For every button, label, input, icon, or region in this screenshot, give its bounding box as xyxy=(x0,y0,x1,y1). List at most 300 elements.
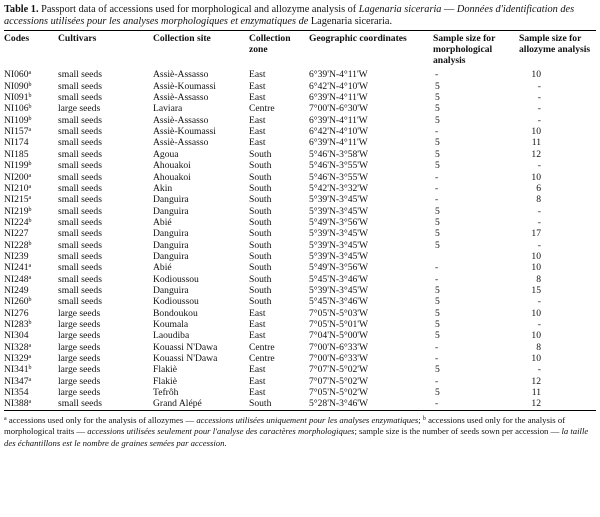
cell-code xyxy=(4,69,58,80)
cell-morph-sample-size xyxy=(433,69,519,80)
cell-morph-sample-size xyxy=(433,285,519,296)
cell-collection-zone xyxy=(249,251,309,262)
cell-geographic-coordinates-value: 7°00'N-6°33'W xyxy=(309,341,369,353)
cell-collection-site xyxy=(153,308,249,319)
cell-collection-zone xyxy=(249,206,309,217)
footnote-size-fr: la taille des échantillons est le nombre de graines semées par accession. xyxy=(4,426,589,448)
cell-collection-zone xyxy=(249,92,309,103)
cell-morph-sample-size-value: 5 xyxy=(435,137,440,149)
cell-collection-zone-value: East xyxy=(249,114,266,126)
cell-morph-sample-size xyxy=(433,228,519,239)
caption-text-en: Passport data of accessions used for morphological and allozyme analysis of xyxy=(38,4,359,15)
cell-morph-sample-size-value: - xyxy=(435,171,439,183)
cell-allozyme-sample-size-value: - xyxy=(537,318,541,330)
cell-code xyxy=(4,228,58,239)
cell-cultivar-value: small seeds xyxy=(58,160,102,172)
table-row xyxy=(4,308,596,319)
cell-geographic-coordinates-value: 7°00'N-6°30'W xyxy=(309,103,369,115)
cell-cultivar-value: small seeds xyxy=(58,194,102,206)
cell-code xyxy=(4,364,58,375)
cell-code xyxy=(4,296,58,307)
cell-cultivar-value: large seeds xyxy=(58,307,101,319)
cell-collection-site-value: Assiè-Koumassi xyxy=(153,126,216,138)
cell-cultivar-value: small seeds xyxy=(58,398,102,410)
cell-code-value: NI227 xyxy=(4,228,29,240)
cell-cultivar xyxy=(58,81,153,92)
cell-cultivar-value: small seeds xyxy=(58,114,102,126)
cell-allozyme-sample-size-value: - xyxy=(537,114,541,126)
cell-cultivar-value: small seeds xyxy=(58,250,102,262)
cell-collection-site xyxy=(153,228,249,239)
cell-code-value: NI219 xyxy=(4,205,29,217)
cell-collection-site-value: Kodioussou xyxy=(153,273,199,285)
cell-geographic-coordinates xyxy=(309,285,433,296)
cell-collection-site-value: Assiè-Assasso xyxy=(153,137,209,149)
table-row xyxy=(4,115,596,126)
cell-cultivar-value: small seeds xyxy=(58,126,102,138)
cell-morph-sample-size-value: 5 xyxy=(435,216,440,228)
table-row xyxy=(4,160,596,171)
cell-morph-sample-size xyxy=(433,308,519,319)
cell-collection-site xyxy=(153,92,249,103)
cell-cultivar xyxy=(58,387,153,398)
cell-cultivar-value: small seeds xyxy=(58,284,102,296)
cell-code-value: NI215 xyxy=(4,194,29,206)
cell-collection-zone xyxy=(249,398,309,409)
cell-cultivar-value: small seeds xyxy=(58,69,102,81)
table-row xyxy=(4,364,596,375)
cell-collection-zone-value: East xyxy=(249,387,266,399)
cell-allozyme-sample-size xyxy=(519,92,596,103)
cell-cultivar xyxy=(58,353,153,364)
cell-code-value: NI200 xyxy=(4,171,29,183)
cell-geographic-coordinates-value: 5°45'N-3°46'W xyxy=(309,296,369,308)
cell-collection-site xyxy=(153,342,249,353)
cell-morph-sample-size xyxy=(433,262,519,273)
cell-code-value: NI354 xyxy=(4,387,29,399)
cell-collection-zone xyxy=(249,274,309,285)
cell-geographic-coordinates xyxy=(309,387,433,398)
cell-morph-sample-size xyxy=(433,126,519,137)
cell-geographic-coordinates-value: 5°45'N-3°46'W xyxy=(309,273,369,285)
cell-geographic-coordinates-value: 7°05'N-5°01'W xyxy=(309,318,369,330)
cell-code xyxy=(4,398,58,409)
cell-allozyme-sample-size xyxy=(519,353,596,364)
cell-code-value: NI249 xyxy=(4,284,29,296)
cell-collection-zone-value: South xyxy=(249,228,272,240)
cell-cultivar xyxy=(58,126,153,137)
cell-cultivar xyxy=(58,296,153,307)
table-row xyxy=(4,296,596,307)
table-header xyxy=(4,31,596,69)
cell-geographic-coordinates-value: 7°04'N-5°00'W xyxy=(309,330,369,342)
cell-code-superscript: b xyxy=(28,319,32,326)
cell-geographic-coordinates-value: 5°42'N-3°32'W xyxy=(309,182,369,194)
cell-cultivar-value: small seeds xyxy=(58,92,102,104)
cell-morph-sample-size-value: 5 xyxy=(435,307,440,319)
cell-code-superscript: b xyxy=(28,217,32,224)
cell-collection-zone-value: East xyxy=(249,364,266,376)
cell-collection-site xyxy=(153,319,249,330)
cell-collection-site-value: Tefrôh xyxy=(153,387,179,399)
cell-code xyxy=(4,149,58,160)
cell-cultivar xyxy=(58,69,153,80)
cell-code xyxy=(4,92,58,103)
table-row xyxy=(4,353,596,364)
table-row xyxy=(4,240,596,251)
cell-cultivar xyxy=(58,149,153,160)
cell-code-superscript: b xyxy=(28,365,32,372)
cell-allozyme-sample-size xyxy=(519,319,596,330)
cell-geographic-coordinates-value: 5°49'N-3°56'W xyxy=(309,262,369,274)
cell-geographic-coordinates-value: 5°39'N-3°45'W xyxy=(309,250,369,262)
cell-allozyme-sample-size-value: 10 xyxy=(531,330,541,342)
cell-geographic-coordinates-value: 6°42'N-4°10'W xyxy=(309,80,369,92)
header-collection-site: Collection site xyxy=(153,33,211,45)
table-row xyxy=(4,319,596,330)
cell-collection-zone xyxy=(249,228,309,239)
cell-code-superscript: a xyxy=(28,70,32,77)
cell-collection-site xyxy=(153,387,249,398)
cell-geographic-coordinates-value: 5°39'N-3°45'W xyxy=(309,205,369,217)
cell-morph-sample-size-value: - xyxy=(435,375,439,387)
cell-collection-site-value: Flakiè xyxy=(153,375,177,387)
cell-morph-sample-size-value: 5 xyxy=(435,318,440,330)
cell-collection-zone-value: South xyxy=(249,148,272,160)
cell-cultivar xyxy=(58,342,153,353)
cell-allozyme-sample-size-value: - xyxy=(537,296,541,308)
cell-code xyxy=(4,376,58,387)
cell-code-value: NI341 xyxy=(4,364,29,376)
cell-collection-zone-value: South xyxy=(249,171,272,183)
table-row xyxy=(4,172,596,183)
cell-collection-site xyxy=(153,69,249,80)
table-body xyxy=(4,69,596,409)
cell-allozyme-sample-size-value: 10 xyxy=(531,126,541,138)
passport-table xyxy=(4,31,596,409)
footnote-a-fr: accessions utilisées uniquement pour les analyses enzymatiques xyxy=(196,414,419,425)
cell-allozyme-sample-size-value: 6 xyxy=(536,182,541,194)
cell-allozyme-sample-size xyxy=(519,160,596,171)
cell-collection-site xyxy=(153,149,249,160)
cell-code xyxy=(4,240,58,251)
cell-collection-zone xyxy=(249,81,309,92)
cell-geographic-coordinates xyxy=(309,69,433,80)
caption-label: Table 1. xyxy=(4,4,39,15)
cell-geographic-coordinates xyxy=(309,92,433,103)
table-row xyxy=(4,206,596,217)
cell-morph-sample-size xyxy=(433,92,519,103)
cell-collection-zone xyxy=(249,262,309,273)
table-row xyxy=(4,330,596,341)
cell-cultivar-value: small seeds xyxy=(58,273,102,285)
cell-collection-site xyxy=(153,274,249,285)
cell-collection-zone xyxy=(249,296,309,307)
cell-morph-sample-size-value: 5 xyxy=(435,284,440,296)
cell-geographic-coordinates-value: 5°46'N-3°55'W xyxy=(309,160,369,172)
cell-collection-zone xyxy=(249,149,309,160)
cell-morph-sample-size xyxy=(433,364,519,375)
cell-allozyme-sample-size xyxy=(519,149,596,160)
cell-allozyme-sample-size-value: 8 xyxy=(536,194,541,206)
cell-geographic-coordinates xyxy=(309,296,433,307)
cell-code xyxy=(4,160,58,171)
cell-collection-site-value: Danguira xyxy=(153,194,189,206)
cell-code xyxy=(4,103,58,114)
cell-code-superscript: b xyxy=(28,297,32,304)
cell-geographic-coordinates xyxy=(309,183,433,194)
cell-code-value: NI388 xyxy=(4,398,29,410)
cell-code-superscript: b xyxy=(28,104,32,111)
cell-morph-sample-size xyxy=(433,353,519,364)
cell-geographic-coordinates xyxy=(309,330,433,341)
cell-collection-zone xyxy=(249,217,309,228)
cell-collection-site xyxy=(153,115,249,126)
cell-geographic-coordinates-value: 6°39'N-4°11'W xyxy=(309,69,368,81)
cell-geographic-coordinates xyxy=(309,251,433,262)
cell-morph-sample-size xyxy=(433,137,519,148)
cell-morph-sample-size xyxy=(433,160,519,171)
cell-cultivar xyxy=(58,160,153,171)
cell-code xyxy=(4,217,58,228)
cell-geographic-coordinates xyxy=(309,364,433,375)
cell-geographic-coordinates-value: 5°46'N-3°58'W xyxy=(309,148,369,160)
cell-collection-zone-value: East xyxy=(249,318,266,330)
cell-geographic-coordinates-value: 7°05'N-5°03'W xyxy=(309,307,369,319)
cell-collection-zone-value: East xyxy=(249,126,266,138)
cell-code-value: NI328 xyxy=(4,341,29,353)
cell-collection-zone-value: East xyxy=(249,307,266,319)
cell-cultivar-value: large seeds xyxy=(58,375,101,387)
cell-collection-zone-value: South xyxy=(249,296,272,308)
cell-cultivar xyxy=(58,376,153,387)
cell-cultivar-value: small seeds xyxy=(58,80,102,92)
cell-cultivar xyxy=(58,217,153,228)
cell-collection-zone xyxy=(249,240,309,251)
cell-collection-zone-value: South xyxy=(249,398,272,410)
cell-morph-sample-size xyxy=(433,240,519,251)
cell-collection-site xyxy=(153,330,249,341)
cell-collection-zone xyxy=(249,194,309,205)
cell-cultivar xyxy=(58,330,153,341)
cell-geographic-coordinates xyxy=(309,319,433,330)
cell-morph-sample-size-value: - xyxy=(435,262,439,274)
cell-cultivar-value: small seeds xyxy=(58,148,102,160)
cell-code-value: NI090 xyxy=(4,80,29,92)
cell-geographic-coordinates xyxy=(309,137,433,148)
cell-code-superscript: a xyxy=(28,127,32,134)
cell-geographic-coordinates-value: 5°49'N-3°56'W xyxy=(309,216,369,228)
cell-morph-sample-size xyxy=(433,206,519,217)
cell-code-value: NI157 xyxy=(4,126,29,138)
cell-morph-sample-size xyxy=(433,330,519,341)
cell-allozyme-sample-size xyxy=(519,387,596,398)
cell-code xyxy=(4,353,58,364)
cell-code xyxy=(4,387,58,398)
cell-cultivar xyxy=(58,194,153,205)
cell-cultivar xyxy=(58,274,153,285)
cell-code xyxy=(4,330,58,341)
table-row xyxy=(4,149,596,160)
cell-code-superscript: a xyxy=(28,399,32,406)
cell-cultivar-value: small seeds xyxy=(58,137,102,149)
cell-collection-zone-value: East xyxy=(249,69,266,81)
cell-code-value: NI060 xyxy=(4,69,29,81)
cell-collection-zone-value: South xyxy=(249,273,272,285)
cell-allozyme-sample-size xyxy=(519,296,596,307)
table-row xyxy=(4,69,596,80)
cell-morph-sample-size-value: 5 xyxy=(435,387,440,399)
cell-collection-zone-value: South xyxy=(249,194,272,206)
cell-allozyme-sample-size-value: 10 xyxy=(531,171,541,183)
table-footnote: $^a$ accessions used only for the analysis of allozymes — accessions utilisées uniquement pour les analyses enzymatiques; $^b$ accessions used only for the analysis of morphological traits — accessions utilisées seulement pour l'analyse des caractères morphologiques; sample size is the number of seeds sown per accession — la taille des échantillons est le nombre de graines semées par accession. xyxy=(4,414,589,448)
table-row xyxy=(4,81,596,92)
cell-cultivar xyxy=(58,206,153,217)
cell-cultivar-value: large seeds xyxy=(58,353,101,364)
cell-code xyxy=(4,285,58,296)
cell-allozyme-sample-size xyxy=(519,228,596,239)
cell-allozyme-sample-size-value: - xyxy=(537,205,541,217)
cell-morph-sample-size xyxy=(433,183,519,194)
cell-morph-sample-size xyxy=(433,251,519,262)
cell-allozyme-sample-size-value: - xyxy=(537,216,541,228)
cell-allozyme-sample-size-value: 10 xyxy=(531,69,541,81)
cell-cultivar-value: large seeds xyxy=(58,103,101,115)
cell-morph-sample-size xyxy=(433,194,519,205)
cell-morph-sample-size-value: 5 xyxy=(435,160,440,172)
header-morph-sample-size: Sample size for morphological analysis xyxy=(433,33,496,67)
cell-collection-site xyxy=(153,160,249,171)
cell-collection-zone-value: South xyxy=(249,239,272,251)
table-row xyxy=(4,103,596,114)
cell-collection-site-value: Akin xyxy=(153,182,173,194)
cell-collection-site-value: Kouassi N'Dawa xyxy=(153,353,218,364)
caption-separator: — xyxy=(441,4,457,15)
cell-collection-zone-value: South xyxy=(249,216,272,228)
cell-code-value: NI329 xyxy=(4,353,29,364)
cell-morph-sample-size xyxy=(433,81,519,92)
cell-cultivar-value: large seeds xyxy=(58,364,101,376)
cell-collection-zone xyxy=(249,364,309,375)
cell-morph-sample-size-value: 5 xyxy=(435,330,440,342)
table-row xyxy=(4,251,596,262)
cell-code-value: NI185 xyxy=(4,148,29,160)
cell-code xyxy=(4,115,58,126)
cell-collection-zone-value: East xyxy=(249,330,266,342)
cell-collection-zone xyxy=(249,160,309,171)
cell-geographic-coordinates-value: 5°39'N-3°45'W xyxy=(309,228,369,240)
cell-morph-sample-size xyxy=(433,217,519,228)
table-row xyxy=(4,285,596,296)
cell-morph-sample-size xyxy=(433,398,519,409)
cell-collection-zone xyxy=(249,319,309,330)
cell-collection-site-value: Danguira xyxy=(153,205,189,217)
table-row xyxy=(4,137,596,148)
cell-code-value: NI260 xyxy=(4,296,29,308)
cell-code-superscript: b xyxy=(28,115,32,122)
cell-code-value: NI224 xyxy=(4,216,29,228)
cell-collection-site-value: Grand Alépé xyxy=(153,398,202,410)
cell-morph-sample-size-value: 5 xyxy=(435,103,440,115)
cell-morph-sample-size-value: 5 xyxy=(435,148,440,160)
cell-cultivar xyxy=(58,92,153,103)
cell-collection-zone xyxy=(249,353,309,364)
cell-cultivar xyxy=(58,308,153,319)
cell-morph-sample-size-value: 5 xyxy=(435,228,440,240)
cell-allozyme-sample-size xyxy=(519,103,596,114)
cell-collection-zone xyxy=(249,183,309,194)
cell-cultivar xyxy=(58,115,153,126)
cell-allozyme-sample-size-value: 10 xyxy=(531,250,541,262)
cell-allozyme-sample-size-value: 11 xyxy=(531,137,541,149)
cell-allozyme-sample-size-value: 10 xyxy=(531,353,541,364)
cell-allozyme-sample-size xyxy=(519,217,596,228)
cell-collection-site xyxy=(153,81,249,92)
cell-collection-zone-value: South xyxy=(249,205,272,217)
cell-allozyme-sample-size-value: 8 xyxy=(536,273,541,285)
cell-morph-sample-size-value: 5 xyxy=(435,80,440,92)
cell-code-superscript: a xyxy=(28,342,32,349)
table-row xyxy=(4,387,596,398)
cell-geographic-coordinates xyxy=(309,308,433,319)
cell-allozyme-sample-size-value: - xyxy=(537,160,541,172)
cell-geographic-coordinates-value: 5°28'N-3°46'W xyxy=(309,398,369,410)
cell-collection-site xyxy=(153,137,249,148)
cell-allozyme-sample-size-value: 12 xyxy=(531,398,541,410)
cell-allozyme-sample-size xyxy=(519,308,596,319)
cell-collection-zone-value: Centre xyxy=(249,103,275,115)
table-row xyxy=(4,194,596,205)
cell-code-value: NI276 xyxy=(4,307,29,319)
cell-collection-site xyxy=(153,126,249,137)
cell-geographic-coordinates xyxy=(309,342,433,353)
cell-geographic-coordinates xyxy=(309,228,433,239)
cell-allozyme-sample-size xyxy=(519,115,596,126)
cell-code-superscript: a xyxy=(28,376,32,383)
cell-allozyme-sample-size xyxy=(519,69,596,80)
cell-collection-zone xyxy=(249,126,309,137)
cell-collection-site-value: Danguira xyxy=(153,250,189,262)
cell-collection-site-value: Koumala xyxy=(153,318,189,330)
cell-geographic-coordinates xyxy=(309,240,433,251)
cell-geographic-coordinates xyxy=(309,274,433,285)
cell-allozyme-sample-size xyxy=(519,342,596,353)
cell-collection-site-value: Ahouakoi xyxy=(153,171,191,183)
cell-collection-zone-value: Centre xyxy=(249,353,275,364)
cell-cultivar xyxy=(58,240,153,251)
cell-cultivar-value: large seeds xyxy=(58,341,101,353)
cell-allozyme-sample-size xyxy=(519,262,596,273)
cell-code-superscript: a xyxy=(28,354,32,360)
cell-geographic-coordinates xyxy=(309,172,433,183)
cell-allozyme-sample-size-value: 17 xyxy=(531,228,541,240)
cell-collection-site xyxy=(153,206,249,217)
cell-collection-zone xyxy=(249,285,309,296)
table-row xyxy=(4,274,596,285)
cell-allozyme-sample-size-value: - xyxy=(537,103,541,115)
cell-geographic-coordinates xyxy=(309,126,433,137)
cell-code-superscript: a xyxy=(28,183,32,190)
cell-code xyxy=(4,206,58,217)
cell-collection-zone xyxy=(249,103,309,114)
cell-allozyme-sample-size-value: 10 xyxy=(531,262,541,274)
cell-collection-zone-value: East xyxy=(249,137,266,149)
cell-code-superscript: b xyxy=(28,161,32,168)
cell-collection-site-value: Assiè-Assasso xyxy=(153,69,209,81)
cell-cultivar-value: small seeds xyxy=(58,182,102,194)
cell-cultivar xyxy=(58,172,153,183)
cell-morph-sample-size-value: 5 xyxy=(435,205,440,217)
